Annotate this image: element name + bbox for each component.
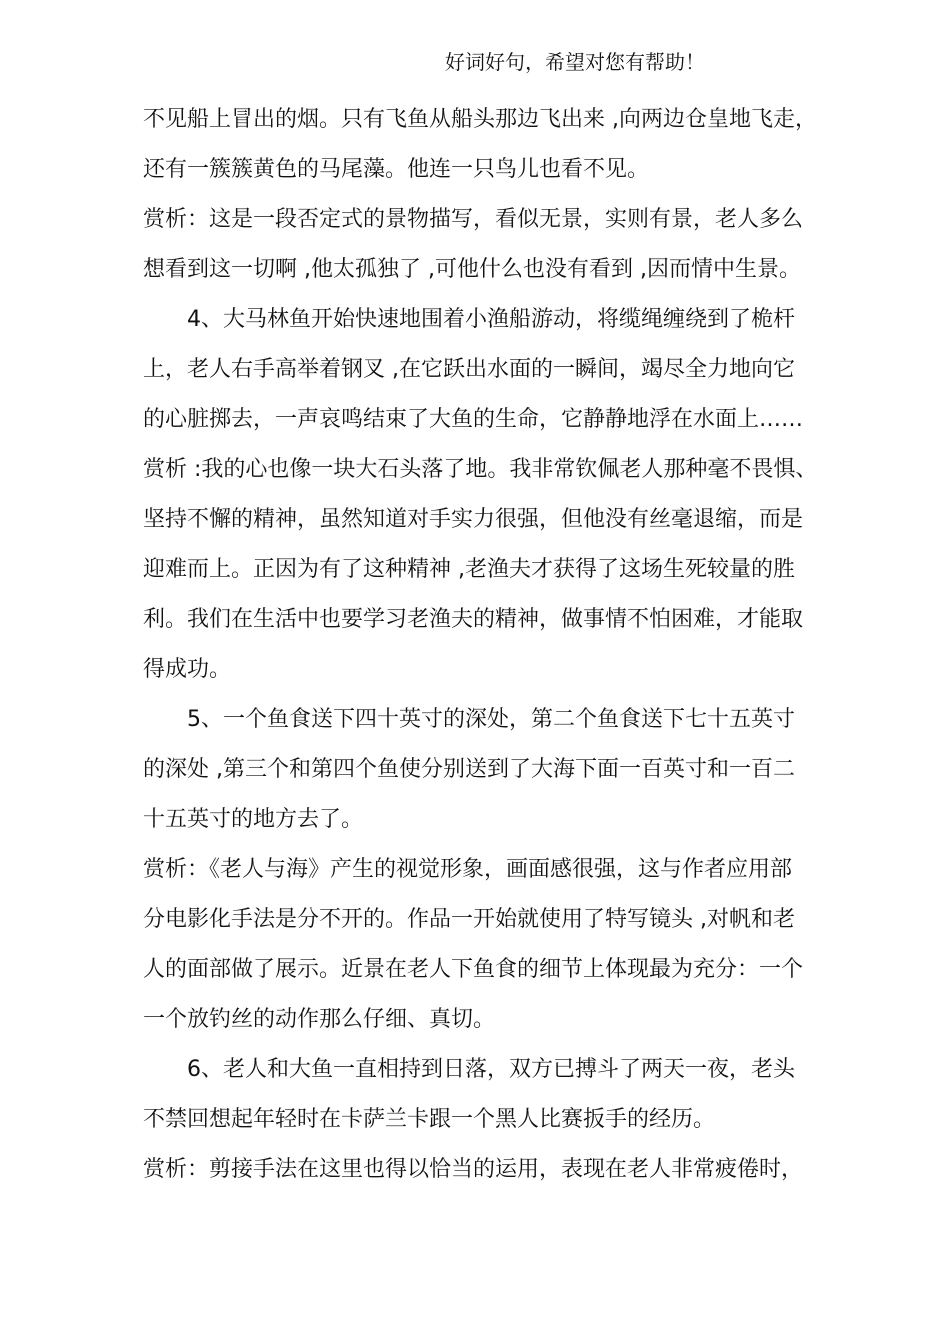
text-line: 赏析：这是一段否定式的景物描写，看似无景，实则有景，老人多么: [143, 207, 804, 232]
text-line: 赏析：剪接手法在这里也得以恰当的运用，表现在老人非常疲倦时，: [143, 1157, 804, 1182]
text-line: 迎难而上。正因为有了这种精神 ,老渔夫才获得了这场生死较量的胜: [143, 557, 795, 582]
page-header: 好词好句，希望对您有帮助！: [445, 50, 705, 74]
document-body: [143, 95, 823, 1195]
text-line: 想看到这一切啊 ,他太孤独了 ,可他什么也没有看到 ,因而情中生景。: [143, 257, 801, 282]
text-line: 4、大马林鱼开始快速地围着小渔船游动，将缆绳缠绕到了桅杆: [143, 307, 795, 332]
text-line: 坚持不懈的精神，虽然知道对手实力很强，但他没有丝毫退缩，而是: [143, 507, 804, 532]
text-line: 十五英寸的地方去了。: [143, 807, 364, 832]
text-line: 上，老人右手高举着钢叉 ,在它跃出水面的一瞬间，竭尽全力地向它: [143, 357, 795, 382]
text-line: 得成功。: [143, 657, 232, 682]
text-line: 不见船上冒出的烟。只有飞鱼从船头那边飞出来 ,向两边仓皇地飞走，: [143, 107, 817, 132]
text-line: 不禁回想起年轻时在卡萨兰卡跟一个黑人比赛扳手的经历。: [143, 1107, 716, 1132]
text-line: 的深处 ,第三个和第四个鱼使分别送到了大海下面一百英寸和一百二: [143, 757, 795, 782]
text-line: 5、一个鱼食送下四十英寸的深处，第二个鱼食送下七十五英寸: [143, 707, 795, 732]
text-line: 赏析：《老人与海》产生的视觉形象，画面感很强，这与作者应用部: [143, 857, 793, 882]
text-line: 利。我们在生活中也要学习老渔夫的精神，做事情不怕困难，才能取: [143, 607, 804, 632]
text-line: 赏析 :我的心也像一块大石头落了地。我非常钦佩老人那种毫不畏惧、: [143, 457, 818, 482]
text-line: 的心脏掷去，一声哀鸣结束了大鱼的生命，它静静地浮在水面上……: [143, 407, 804, 432]
text-line: 一个放钓丝的动作那么仔细、真切。: [143, 1007, 496, 1032]
text-line: 还有一簇簇黄色的马尾藻。他连一只鸟儿也看不见。: [143, 157, 650, 182]
text-line: 分电影化手法是分不开的。作品一开始就使用了特写镜头 ,对帆和老: [143, 907, 795, 932]
text-line: 6、老人和大鱼一直相持到日落，双方已搏斗了两天一夜，老头: [143, 1057, 795, 1082]
text-line: 人的面部做了展示。近景在老人下鱼食的细节上体现最为充分：一个: [143, 957, 804, 982]
